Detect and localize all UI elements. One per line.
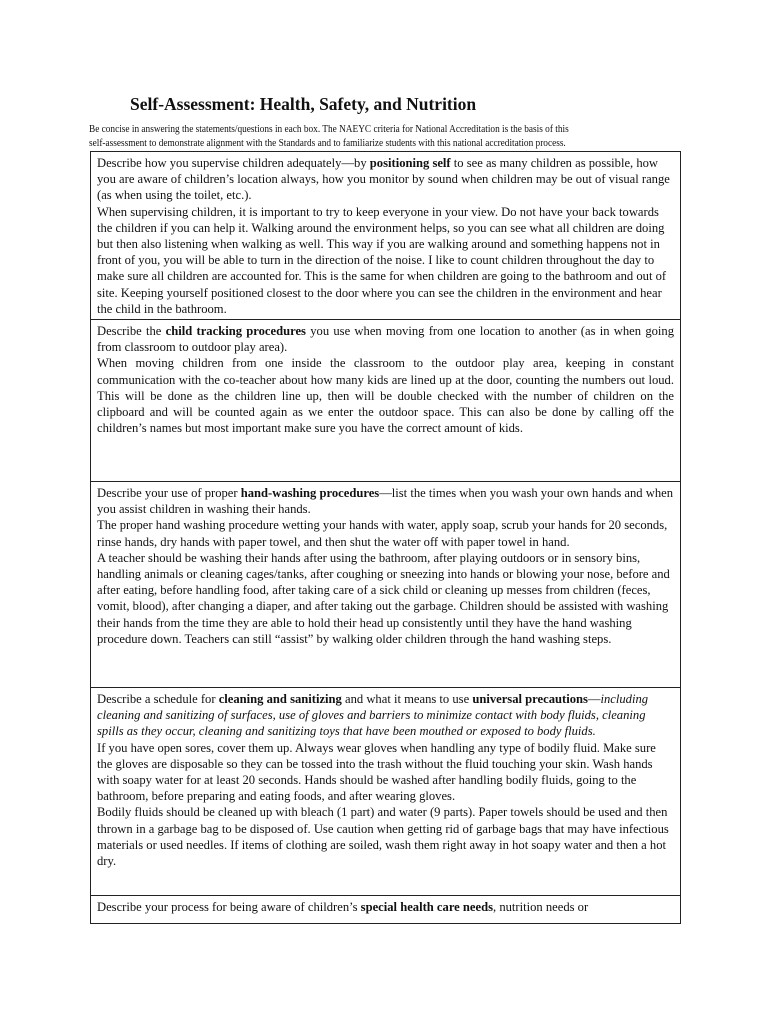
document-title: Self-Assessment: Health, Safety, and Nutrition — [130, 94, 477, 114]
table-row — [91, 482, 680, 688]
answer: If you have open sores, cover them up. Always wear gloves when handling any type of bodily fluid. Make sure the gloves are disposable so they can be tossed into the trash without the fluid touching your skin. Wash hands with soapy water for at least 20 seconds. Hands should be washed after handling bodily fluids, going to the bathroom, before preparing and eating foods, and after wearing gloves. — [97, 740, 656, 804]
answer: A teacher should be washing their hands after using the bathroom, after playing outdoors or in sensory bins, handling animals or cleaning cages/tanks, after coughing or sneezing into hands or blowing your nose, before and after eating, before handling food, after taking care of a sick child or cleaning up messes from children (feces, vomit, blood), after changing a diaper, and after taking out the garbage. Children should be assisted with washing their hands from the time they are able to hold their head up consistently until they have the hand washing procedure down. Teachers can still “assist” by walking older children through the hand washing steps. — [97, 550, 670, 646]
instructions — [89, 123, 640, 151]
table-row — [91, 320, 680, 482]
question: Describe the child tracking procedures you use when moving from one location to another (as in when going from classroom to outdoor play area). — [97, 324, 675, 355]
instructions-line: self-assessment to demonstrate alignment with the Standards and to familiarize students with this national accreditation process. — [89, 138, 566, 149]
table-row — [91, 688, 680, 896]
question: Describe your use of proper hand-washing procedures—list the times when you wash your own hands and when you assist children in washing their hands. — [97, 486, 674, 517]
answer: When moving children from one inside the classroom to the outdoor play area, keeping in constant communication with the co-teacher about how many kids are lined up at the door, counting the numbers out loud. This will be done as the children line up, then will be double checked with the number of children on the clipboard and will be counted again as we enter the outdoor space. This can also be done by calling off the children’s names but most important make sure you have the correct amount of kids. — [97, 356, 674, 436]
instructions-line: Be concise in answering the statements/questions in each box. The NAEYC criteria for National Accreditation is the basis of this — [89, 124, 569, 135]
question: Describe your process for being aware of children’s special health care needs, nutrition needs or — [97, 900, 589, 914]
table-row — [91, 152, 680, 320]
assessment-table — [90, 151, 681, 924]
answer: The proper hand washing procedure wetting your hands with water, apply soap, scrub your hands for 20 seconds, rinse hands, dry hands with paper towel, and then shut the water off with paper towel in hand. — [97, 518, 668, 549]
answer: Bodily fluids should be cleaned up with bleach (1 part) and water (9 parts). Paper towels should be used and then thrown in a garbage bag to be disposed of. Use caution when getting rid of garbage bags that may have infectious materials or used needles. If items of clothing are soiled, wash them right away in hot soapy water and then a hot dry. — [97, 805, 669, 869]
answer: When supervising children, it is important to try to keep everyone in your view. Do not have your back towards the children if you can help it. Walking around the environment helps, so you can see what all children are doing but then also listening when walking as well. This way if you are walking around and something happens not in front of you, you will be able to turn in the direction of the noise. I like to count children throughout the day to make sure all children are accounted for. This is the same for when children are going to the bathroom and out of site. Keeping yourself positioned closest to the door where you can see the children in the environment and hear the child in the bathroom. — [97, 204, 667, 316]
table-row — [91, 896, 680, 924]
question: Describe a schedule for cleaning and sanitizing and what it means to use universal precautions—including cleaning and sanitizing of surfaces, use of gloves and barriers to minimize contact with body fluids, cleaning spills as they occur, cleaning and sanitizing toys that have been mouthed or exposed to body fluids. — [97, 692, 649, 739]
question: Describe how you supervise children adequately—by positioning self to see as many children as possible, how you are aware of children’s location always, how you monitor by sound when children may be out of visual range (as when using the toilet, etc.). — [97, 156, 670, 203]
